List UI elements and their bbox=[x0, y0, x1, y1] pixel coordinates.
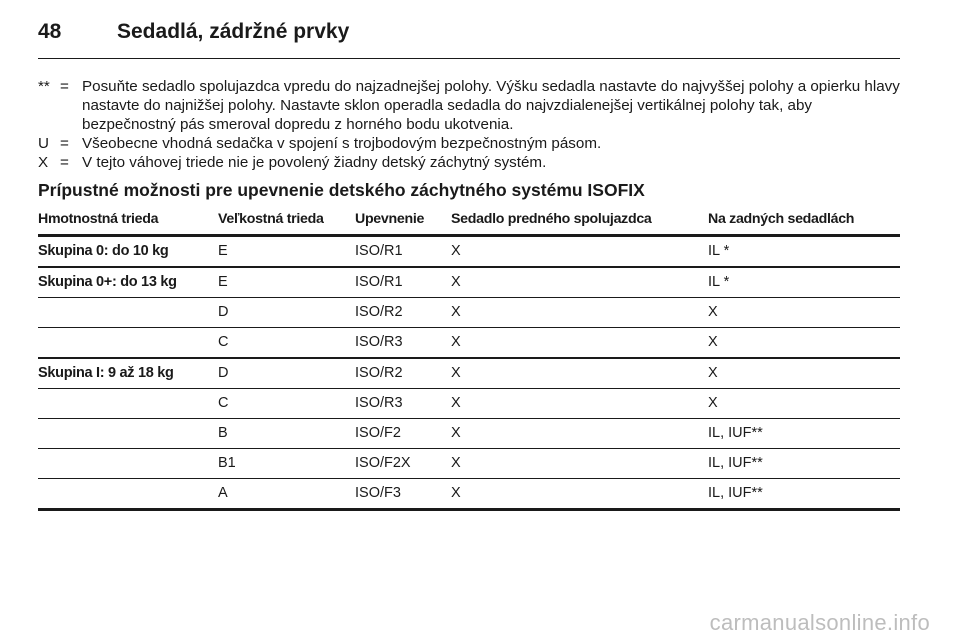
cell-fixture: ISO/R2 bbox=[355, 365, 403, 381]
cell-front-seat: X bbox=[451, 455, 461, 471]
isofix-table bbox=[38, 210, 900, 511]
header-front-seat: Sedadlo predného spolujazdca bbox=[451, 211, 652, 227]
cell-weight-class: Skupina I: 9 až 18 kg bbox=[38, 365, 174, 381]
note-text: Posuňte sedadlo spolujazdca vpredu do najzadnejšej polohy. Výšku sedadla nastavte do najvyššej polohy a opierku hlavy nastavte do najnižšej polohy. Nastavte sklon operadla sedadla do najvzdialenejšej vertikálnej polohy tak, aby bezpečnostný pás smeroval dopredu z horného bodu ukotvenia. bbox=[82, 78, 900, 133]
cell-size-class: B1 bbox=[218, 455, 236, 471]
cell-front-seat: X bbox=[451, 304, 461, 320]
cell-size-class: D bbox=[218, 304, 229, 320]
header-fixture: Upevnenie bbox=[355, 211, 425, 227]
cell-fixture: ISO/R3 bbox=[355, 334, 403, 350]
cell-rear-seats: IL, IUF** bbox=[708, 455, 763, 471]
note-item bbox=[38, 134, 900, 153]
table-row bbox=[38, 419, 900, 449]
table-row bbox=[38, 268, 900, 298]
note-equals: = bbox=[60, 135, 69, 152]
cell-front-seat: X bbox=[451, 243, 461, 259]
table-row bbox=[38, 237, 900, 268]
cell-front-seat: X bbox=[451, 274, 461, 290]
note-symbol: ** bbox=[38, 78, 50, 95]
header-size-class: Veľkostná trieda bbox=[218, 211, 324, 227]
cell-fixture: ISO/R2 bbox=[355, 304, 403, 320]
cell-rear-seats: X bbox=[708, 334, 718, 350]
cell-rear-seats: IL * bbox=[708, 274, 730, 290]
cell-rear-seats: IL, IUF** bbox=[708, 485, 763, 501]
header-rear-seats: Na zadných sedadlách bbox=[708, 211, 855, 227]
cell-weight-class: Skupina 0: do 10 kg bbox=[38, 243, 169, 259]
note-symbol: U bbox=[38, 135, 49, 152]
note-item bbox=[38, 153, 900, 172]
cell-size-class: B bbox=[218, 425, 228, 441]
cell-size-class: E bbox=[218, 243, 228, 259]
table-row bbox=[38, 328, 900, 359]
watermark: carmanualsonline.info bbox=[709, 610, 930, 635]
cell-size-class: A bbox=[218, 485, 228, 501]
header-rule bbox=[38, 58, 900, 59]
cell-size-class: E bbox=[218, 274, 228, 290]
cell-fixture: ISO/F3 bbox=[355, 485, 401, 501]
cell-front-seat: X bbox=[451, 395, 461, 411]
cell-rear-seats: IL * bbox=[708, 243, 730, 259]
page-header bbox=[38, 18, 900, 54]
note-equals: = bbox=[60, 78, 69, 95]
note-equals: = bbox=[60, 154, 69, 171]
cell-size-class: C bbox=[218, 395, 229, 411]
cell-rear-seats: IL, IUF** bbox=[708, 425, 763, 441]
cell-front-seat: X bbox=[451, 485, 461, 501]
table-row bbox=[38, 298, 900, 328]
table-row bbox=[38, 359, 900, 389]
notes-legend bbox=[38, 77, 900, 172]
table-row bbox=[38, 449, 900, 479]
cell-fixture: ISO/R3 bbox=[355, 395, 403, 411]
cell-rear-seats: X bbox=[708, 304, 718, 320]
header-weight-class: Hmotnostná trieda bbox=[38, 211, 159, 227]
cell-weight-class: Skupina 0+: do 13 kg bbox=[38, 274, 177, 290]
cell-front-seat: X bbox=[451, 425, 461, 441]
cell-size-class: D bbox=[218, 365, 229, 381]
cell-size-class: C bbox=[218, 334, 229, 350]
cell-fixture: ISO/R1 bbox=[355, 274, 403, 290]
section-title: Sedadlá, zádržné prvky bbox=[117, 20, 350, 43]
cell-fixture: ISO/F2 bbox=[355, 425, 401, 441]
note-text: Všeobecne vhodná sedačka v spojení s trojbodovým bezpečnostným pásom. bbox=[82, 135, 602, 152]
table-title: Prípustné možnosti pre upevnenie detského záchytného systému ISOFIX bbox=[38, 180, 645, 200]
page-number: 48 bbox=[38, 20, 62, 43]
cell-front-seat: X bbox=[451, 334, 461, 350]
cell-front-seat: X bbox=[451, 365, 461, 381]
cell-rear-seats: X bbox=[708, 395, 718, 411]
note-item bbox=[38, 77, 900, 134]
table-header-row bbox=[38, 210, 900, 237]
cell-rear-seats: X bbox=[708, 365, 718, 381]
note-symbol: X bbox=[38, 154, 49, 171]
table-row bbox=[38, 389, 900, 419]
cell-fixture: ISO/R1 bbox=[355, 243, 403, 259]
cell-fixture: ISO/F2X bbox=[355, 455, 411, 471]
note-text: V tejto váhovej triede nie je povolený žiadny detský záchytný systém. bbox=[82, 154, 547, 171]
table-row bbox=[38, 479, 900, 511]
